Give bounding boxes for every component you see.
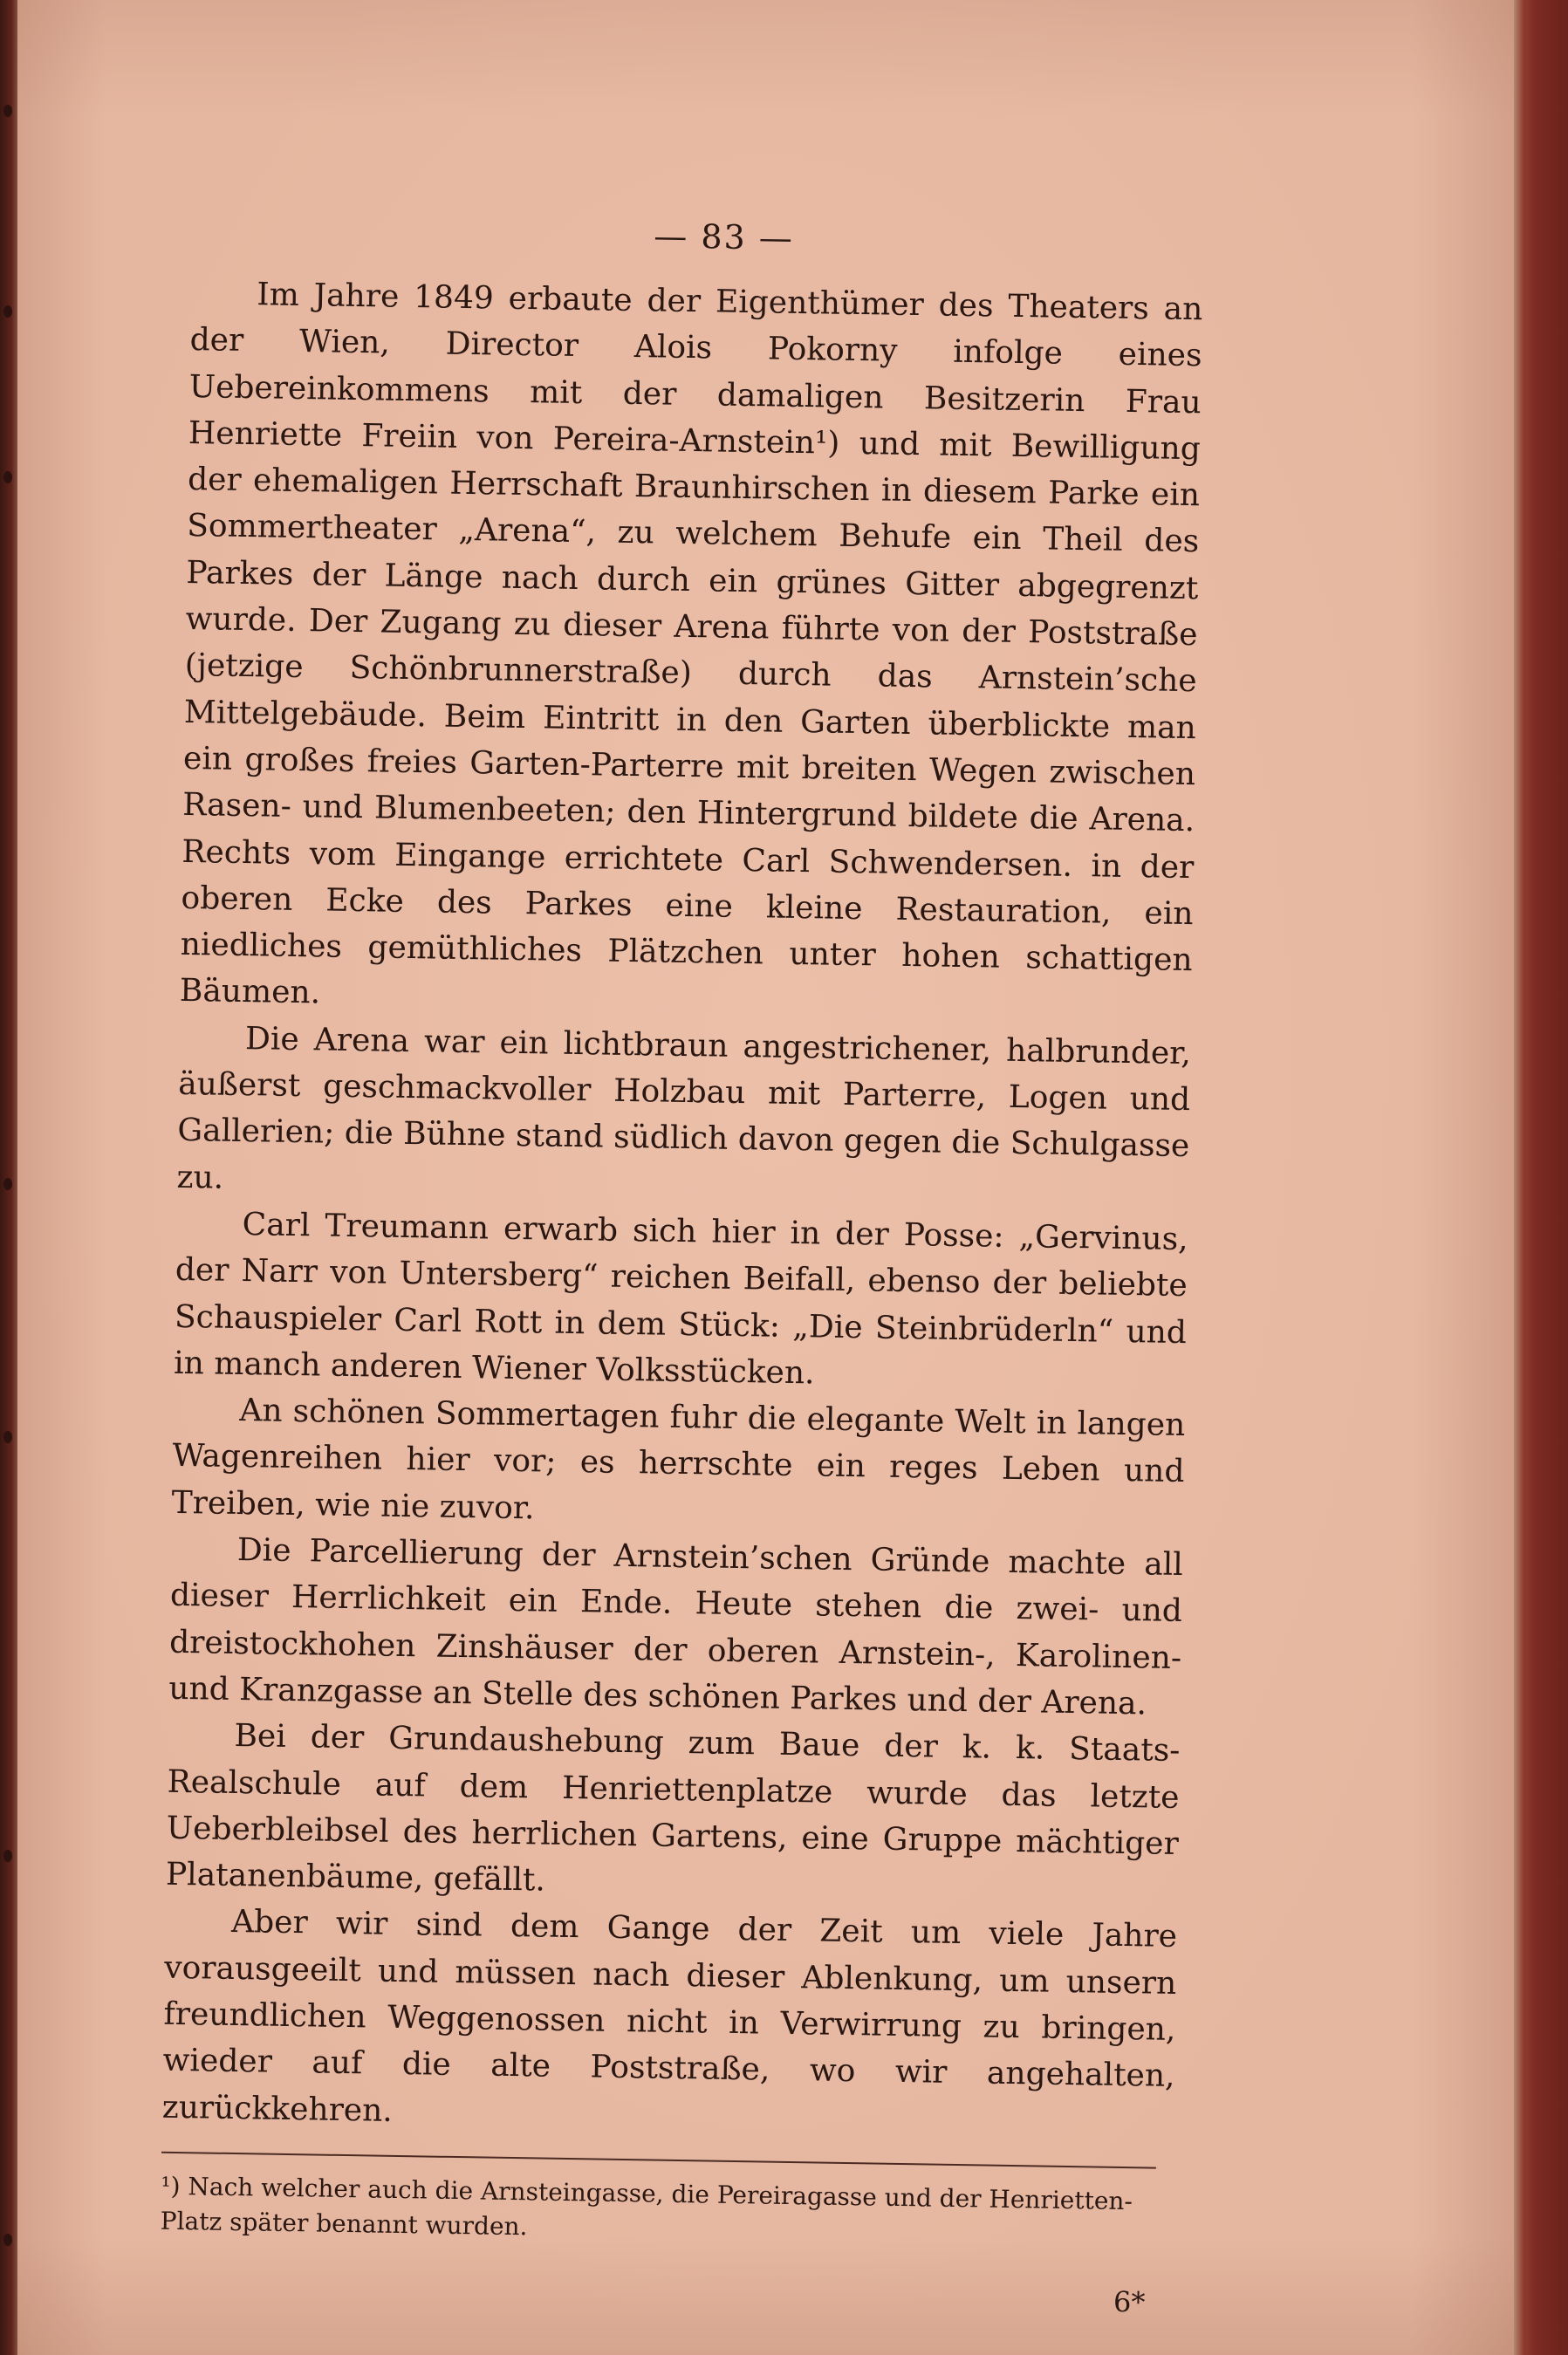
binding-hole [3,1431,12,1443]
paper-sheet [17,0,1517,2355]
binding-hole [3,1850,12,1862]
body-paragraph-3: Carl Treumann erwarb sich hier in der Posse: „Gervinus, der Narr von Untersberg“ reichen Beifall, ebenso der beliebte Schauspieler Carl Rott in dem Stück: „Die Steinbrüderln“ und in manch anderen Wiener Volksstücken. [173,1206,1188,1392]
footnote-divider [161,2152,1156,2169]
text-block [159,209,1204,2319]
binding-hole [3,471,12,483]
body-paragraph-1: Im Jahre 1849 erbaute der Eigenthümer des Theaters an der Wien, Director Alois Pokorny infolge eines Uebereinkommens mit der damaligen Besitzerin Frau Henriette Freiin von Pereira-Arnstein¹) und mit Bewilligung der ehemaligen Herrschaft Braunhirschen in diesem Parke ein Sommertheater „Arena“, zu welchem Behufe ein Theil des Parkes der Länge nach durch ein grünes Gitter abgegrenzt wurde. Der Zugang zu dieser Arena führte von der Poststraße (jetzige Schönbrunnerstraße) durch das Arnstein’sche Mittelgebäude. Beim Eintritt in den Garten überblickte man ein großes freies Garten-Parterre mit breiten Wegen zwischen Rasen- und Blumenbeeten; den Hintergrund bildete die Arena. Rechts vom Eingange errichtete Carl Schwendersen. in der oberen Ecke des Parkes eine kleine Restauration, ein niedliches gemüthliches Plätzchen unter hohen schattigen Bäumen. [179,277,1203,1011]
body-paragraph-2: Die Arena war ein lichtbraun angestrichener, halbrunder, äußerst geschmackvoller Holzbau mit Parterre, Logen und Gallerien; die Bühne stand südlich davon gegen die Schulgasse zu. [176,1020,1192,1196]
body-paragraph-6: Bei der Grundaushebung zum Baue der k. k. Staats-Realschule auf dem Henriettenplatze wurde das letzte Ueberbleibsel des herrlichen Gartens, eine Gruppe mächtiger Platanenbäume, gefällt. [165,1718,1181,1899]
binding-hole [3,305,12,318]
binding-hole [3,2234,12,2246]
body-paragraph-7: Aber wir sind dem Gange der Zeit um viele Jahre vorausgeeilt und müssen nach dieser Ablenkung, um unsern freundlichen Weggenossen nicht in Verwirrung zu bringen, wieder auf die alte Poststraße, wo wir angehalten, zurückkehren. [161,1904,1178,2129]
binding-hole [3,105,12,117]
footnote: ¹) Nach welcher auch die Arnsteingasse, die Pereiragasse und der Henrietten-Platz später benannt wurden. [160,2171,1133,2242]
body-paragraph-5: Die Parcellierung der Arnstein’schen Gründe machte all dieser Herrlichkeit ein Ende. Heute stehen die zwei- und dreistockhohen Zinshäuser der oberen Arnstein-, Karolinen- und Kranzgasse an Stelle des schönen Parkes und der Arena. [168,1532,1184,1722]
page-number: — 83 — [653,216,795,257]
binding-hole [3,1178,12,1190]
signature-mark: 6* [1113,2284,1146,2319]
book-cover-edge [1514,0,1568,2355]
body-paragraph-4: An schönen Sommertagen fuhr die elegante Welt in langen Wagenreihen hier vor; es herrschte ein reges Leben und Treiben, wie nie zuvor. [171,1393,1186,1527]
left-page-edge [0,0,19,2355]
